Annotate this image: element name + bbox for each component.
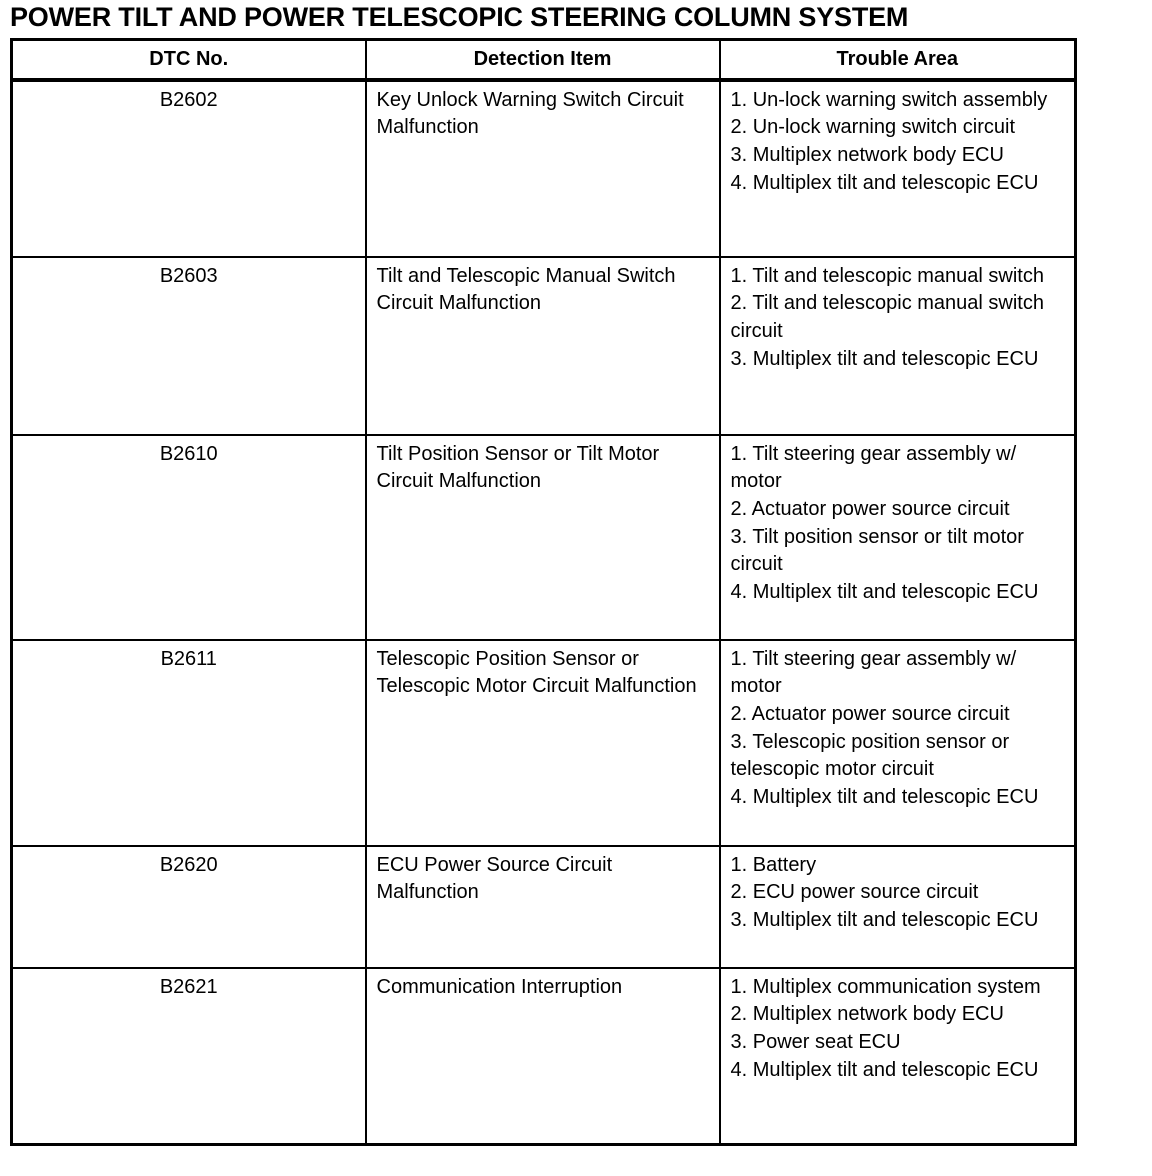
trouble-area-item: 1. Tilt and telescopic manual switch: [730, 264, 1044, 287]
trouble-area-item: 1. Tilt steering gear assembly w/ motor: [730, 442, 1017, 493]
trouble-area: [720, 257, 1076, 435]
trouble-area: [720, 846, 1076, 968]
table-row: [12, 968, 1076, 1145]
trouble-area-item: 3. Tilt position sensor or tilt motor circuit: [730, 525, 1024, 576]
dtc-code: B2603: [12, 257, 366, 435]
trouble-area-item: 3. Telescopic position sensor or telescopic motor circuit: [730, 730, 1010, 781]
dtc-table: [10, 38, 1077, 1146]
detection-item: Communication Interruption: [366, 968, 720, 1145]
trouble-area-item: 4. Multiplex tilt and telescopic ECU: [730, 1058, 1039, 1081]
detection-item: Key Unlock Warning Switch Circuit Malfunction: [366, 80, 720, 257]
table-row: [12, 435, 1076, 640]
trouble-area-item: 1. Battery: [730, 853, 817, 876]
trouble-area: [720, 435, 1076, 640]
header-trouble-area: Trouble Area: [720, 40, 1076, 80]
trouble-area-item: 1. Un-lock warning switch assembly: [730, 88, 1048, 111]
trouble-area: [720, 80, 1076, 257]
dtc-code: B2621: [12, 968, 366, 1145]
trouble-area-item: 1. Multiplex communication system: [730, 975, 1041, 998]
header-detection-item: Detection Item: [366, 40, 720, 80]
trouble-area-item: 4. Multiplex tilt and telescopic ECU: [730, 786, 1039, 809]
dtc-code: B2620: [12, 846, 366, 968]
trouble-area-item: 2. Actuator power source circuit: [730, 497, 1010, 520]
detection-item: Tilt Position Sensor or Tilt Motor Circuit Malfunction: [366, 435, 720, 640]
trouble-area-item: 2. ECU power source circuit: [730, 881, 979, 904]
dtc-code: B2611: [12, 640, 366, 846]
trouble-area-item: 4. Multiplex tilt and telescopic ECU: [730, 171, 1039, 194]
trouble-area-item: 3. Multiplex tilt and telescopic ECU: [730, 347, 1039, 370]
table-row: [12, 846, 1076, 968]
trouble-area-item: 3. Multiplex network body ECU: [730, 143, 1004, 166]
trouble-area: [720, 968, 1076, 1145]
detection-item: ECU Power Source Circuit Malfunction: [366, 846, 720, 968]
detection-item: Tilt and Telescopic Manual Switch Circuit Malfunction: [366, 257, 720, 435]
dtc-code: B2610: [12, 435, 366, 640]
table-row: [12, 80, 1076, 257]
trouble-area-item: 3. Power seat ECU: [730, 1030, 901, 1053]
table-row: [12, 257, 1076, 435]
trouble-area-item: 2. Multiplex network body ECU: [730, 1003, 1004, 1026]
table-row: [12, 640, 1076, 846]
dtc-code: B2602: [12, 80, 366, 257]
trouble-area: [720, 640, 1076, 846]
trouble-area-item: 1. Tilt steering gear assembly w/ motor: [730, 647, 1017, 698]
trouble-area-item: 2. Actuator power source circuit: [730, 702, 1010, 725]
trouble-area-item: 4. Multiplex tilt and telescopic ECU: [730, 581, 1039, 604]
page-title: POWER TILT AND POWER TELESCOPIC STEERING COLUMN SYSTEM: [10, 2, 909, 32]
trouble-area-item: 3. Multiplex tilt and telescopic ECU: [730, 908, 1039, 931]
header-dtc-no: DTC No.: [12, 40, 366, 80]
table-header-row: [12, 40, 1076, 80]
trouble-area-item: 2. Un-lock warning switch circuit: [730, 116, 1016, 139]
detection-item: Telescopic Position Sensor or Telescopic Motor Circuit Malfunction: [366, 640, 720, 846]
trouble-area-item: 2. Tilt and telescopic manual switch circuit: [730, 292, 1044, 342]
